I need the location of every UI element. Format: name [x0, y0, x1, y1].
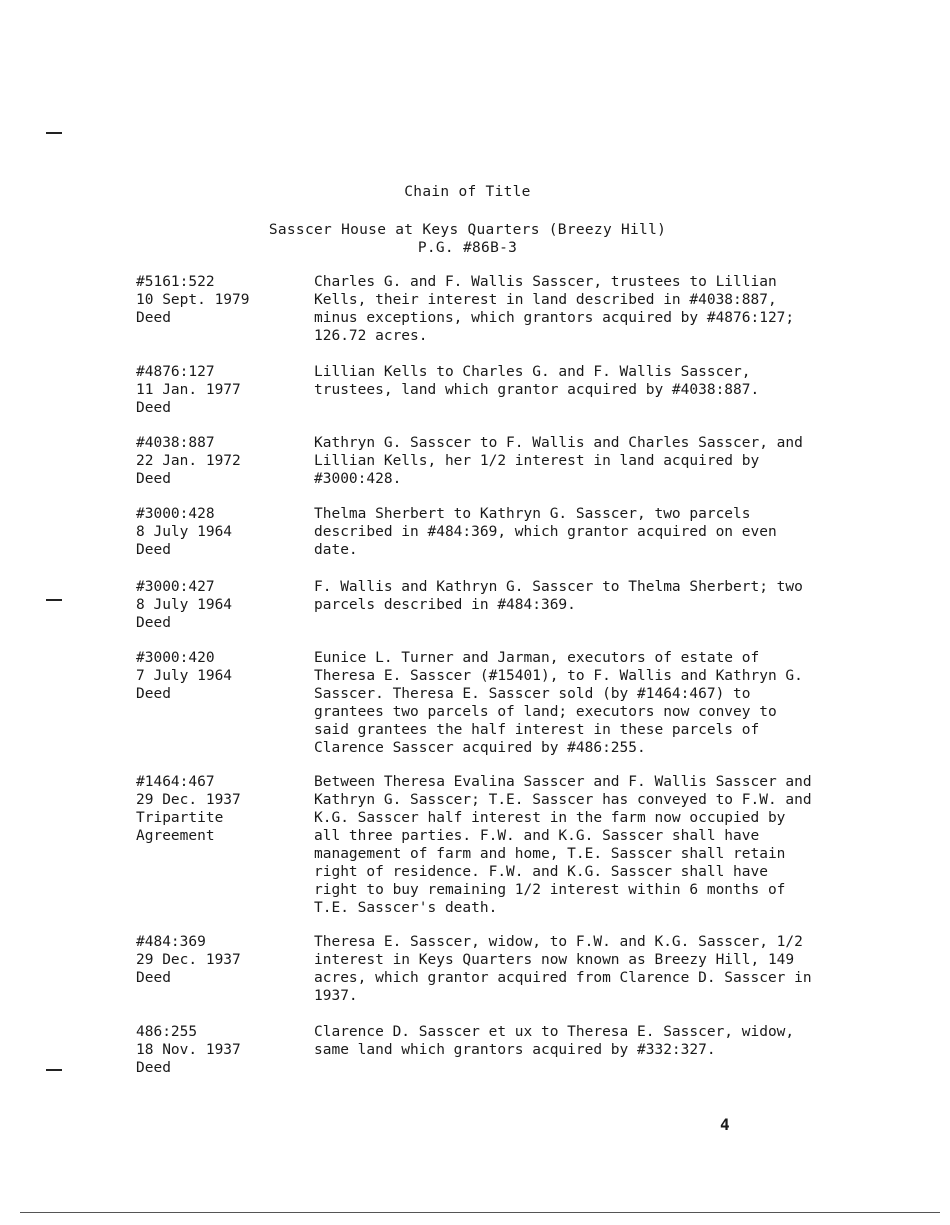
- entry-reference: #3000:427 8 July 1964 Deed: [136, 579, 233, 631]
- title-entry: [136, 649, 814, 757]
- document-title: Chain of Title: [404, 184, 531, 200]
- entry-reference: #1464:467 29 Dec. 1937 Tripartite Agreement: [136, 774, 241, 844]
- entry-reference: #3000:428 8 July 1964 Deed: [136, 506, 233, 558]
- title-entry: [136, 363, 814, 417]
- entry-description: Lillian Kells to Charles G. and F. Wallis Sasscer, trustees, land which grantor acquired by #4038:887.: [314, 364, 760, 398]
- title-entry: [136, 505, 814, 559]
- subtitle-line-id: P.G. #86B-3: [417, 240, 518, 256]
- entry-description: Eunice L. Turner and Jarman, executors of estate of Theresa E. Sasscer (#15401), to F. Wallis and Kathryn G. Sasscer. Theresa E. Sasscer sold (by #1464:467) to grantees two parcels of land; executors now convey to said grantees the half interest in these parcels of Clarence Sasscer acquired by #486:255.: [314, 650, 803, 756]
- entry-description: Charles G. and F. Wallis Sasscer, trustees to Lillian Kells, their interest in land described in #4038:887, minus exceptions, which grantors acquired by #4876:127; 126.72 acres.: [314, 274, 795, 344]
- binder-mark: [46, 599, 62, 601]
- document-subtitle: [0, 221, 935, 257]
- entry-reference: #484:369 29 Dec. 1937 Deed: [136, 934, 241, 986]
- entry-description: Theresa E. Sasscer, widow, to F.W. and K.G. Sasscer, 1/2 interest in Keys Quarters now known as Breezy Hill, 149 acres, which grantor acquired from Clarence D. Sasscer in 1937.: [314, 934, 812, 1004]
- title-entry: [136, 933, 814, 1005]
- entry-description: Clarence D. Sasscer et ux to Theresa E. Sasscer, widow, same land which grantors acquired by #332:327.: [314, 1024, 795, 1058]
- binder-mark: [46, 132, 62, 134]
- subtitle-line-property: Sasscer House at Keys Quarters (Breezy Hill): [268, 222, 667, 238]
- title-entry: [136, 578, 814, 632]
- entry-description: Thelma Sherbert to Kathryn G. Sasscer, two parcels described in #484:369, which grantor acquired on even date.: [314, 506, 777, 558]
- entry-description: F. Wallis and Kathryn G. Sasscer to Thelma Sherbert; two parcels described in #484:369.: [314, 579, 803, 613]
- entry-reference: #3000:420 7 July 1964 Deed: [136, 650, 233, 702]
- entry-description: Kathryn G. Sasscer to F. Wallis and Charles Sasscer, and Lillian Kells, her 1/2 interest in land acquired by #3000:428.: [314, 435, 803, 487]
- title-entry: [136, 773, 814, 917]
- title-entry: [136, 1023, 814, 1077]
- entry-reference: #5161:522 10 Sept. 1979 Deed: [136, 274, 250, 326]
- binder-mark: [46, 1069, 62, 1071]
- entry-reference: 486:255 18 Nov. 1937 Deed: [136, 1024, 241, 1076]
- title-entry: [136, 434, 814, 488]
- entry-reference: #4038:887 22 Jan. 1972 Deed: [136, 435, 241, 487]
- page-number: 4: [720, 1115, 730, 1134]
- page-bottom-rule: [20, 1212, 940, 1213]
- entry-description: Between Theresa Evalina Sasscer and F. Wallis Sasscer and Kathryn G. Sasscer; T.E. Sasscer has conveyed to F.W. and K.G. Sasscer half interest in the farm now occupied by all three parties. F.W. and K.G. Sasscer shall have management of farm and home, T.E. Sasscer shall retain right of residence. F.W. and K.G. Sasscer shall have right to buy remaining 1/2 interest within 6 months of T.E. Sasscer's death.: [314, 774, 812, 916]
- title-entry: [136, 273, 814, 345]
- entry-reference: #4876:127 11 Jan. 1977 Deed: [136, 364, 241, 416]
